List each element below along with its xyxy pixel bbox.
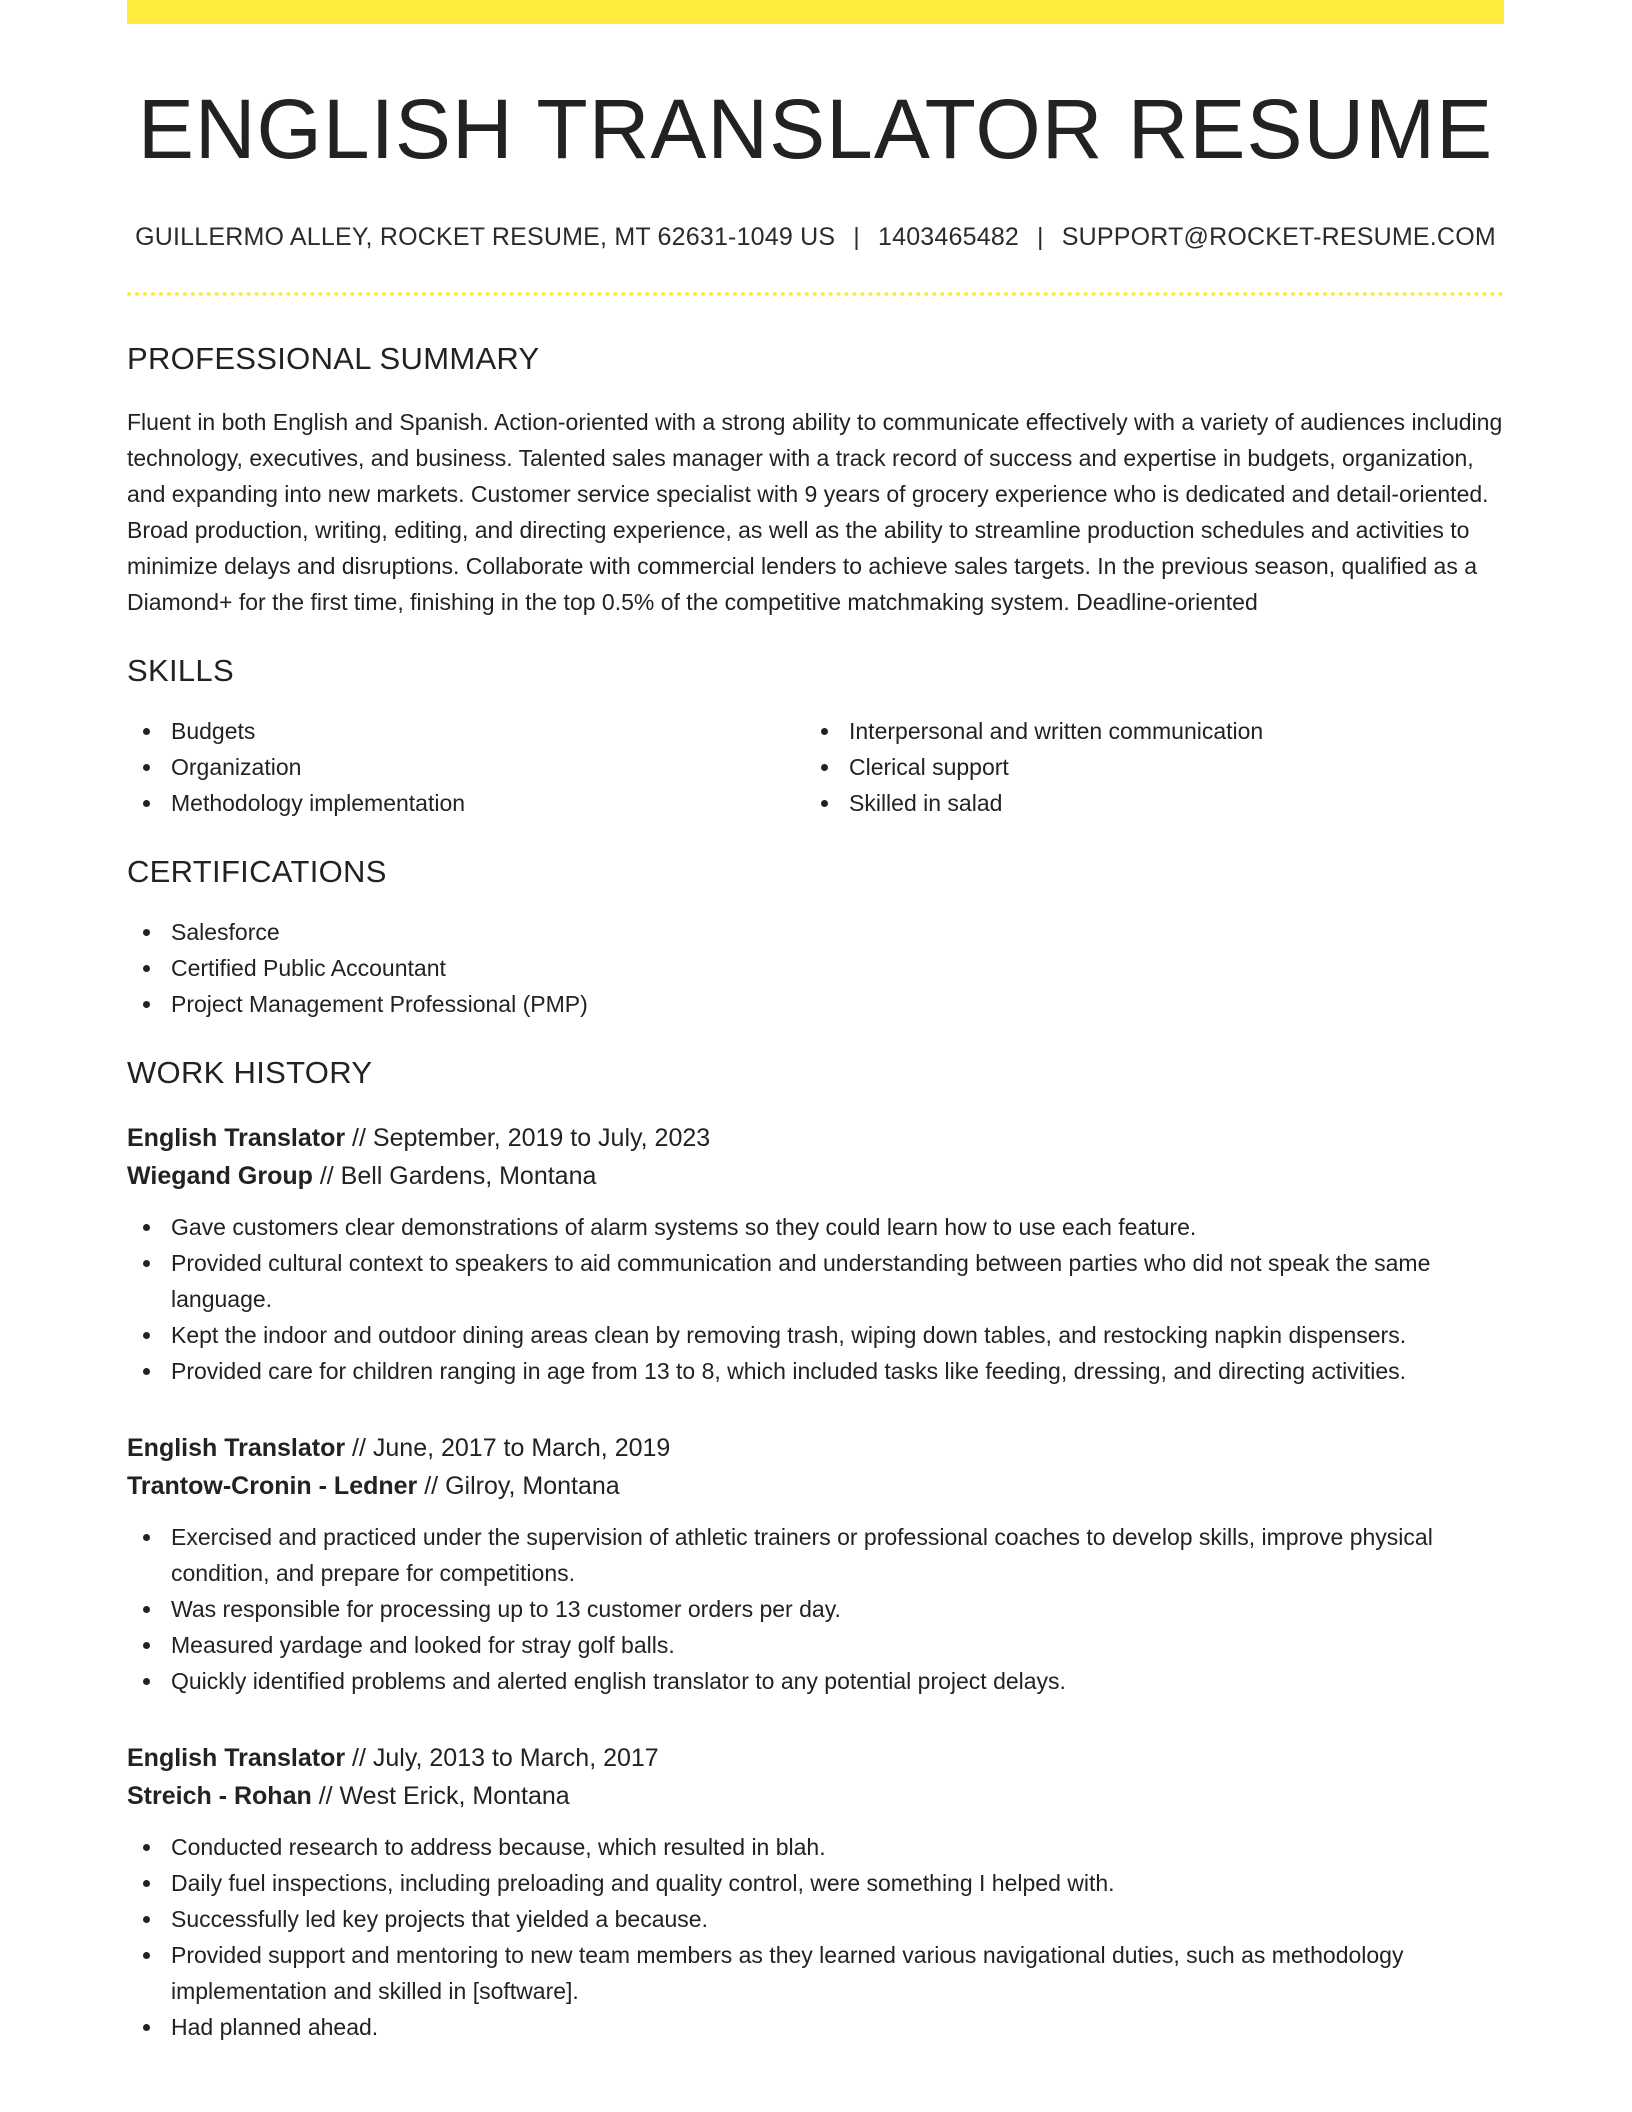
- accent-top-bar: [127, 0, 1504, 24]
- job-bullet: Quickly identified problems and alerted english translator to any potential project delays.: [127, 1663, 1504, 1699]
- job-title-line: [127, 1429, 1504, 1467]
- job-bullet: Provided support and mentoring to new team members as they learned various navigational duties, such as methodology implementation and skilled in [software].: [127, 1937, 1504, 2009]
- job-bullet: Provided care for children ranging in age from 13 to 8, which included tasks like feeding, dressing, and directing activities.: [127, 1353, 1504, 1389]
- job-location: // West Erick, Montana: [311, 1782, 570, 1811]
- skill-item: Interpersonal and written communication: [805, 713, 1483, 749]
- job-bullet: Daily fuel inspections, including preloading and quality control, were something I helped with.: [127, 1865, 1504, 1901]
- job-bullet: Successfully led key projects that yielded a because.: [127, 1901, 1504, 1937]
- contact-separator: |: [853, 223, 860, 252]
- job-title: English Translator: [127, 1124, 346, 1153]
- skills-left-list: [127, 713, 805, 821]
- job-entry: [127, 1739, 1504, 2045]
- certifications-list: [127, 914, 1504, 1022]
- job-title-line: [127, 1119, 1504, 1157]
- job-entry: [127, 1119, 1504, 1389]
- skill-item: Budgets: [127, 713, 805, 749]
- job-title: English Translator: [127, 1744, 346, 1773]
- skill-item: Methodology implementation: [127, 785, 805, 821]
- job-company: Wiegand Group: [127, 1162, 313, 1191]
- job-title: English Translator: [127, 1434, 346, 1463]
- certification-item: Project Management Professional (PMP): [127, 986, 1504, 1022]
- skills-right-list: [805, 713, 1483, 821]
- skills-columns: [127, 713, 1504, 821]
- job-company: Streich - Rohan: [127, 1782, 312, 1811]
- job-location: // Bell Gardens, Montana: [312, 1162, 597, 1191]
- resume-page: [127, 0, 1504, 2045]
- job-bullet: Kept the indoor and outdoor dining areas clean by removing trash, wiping down tables, and restocking napkin dispensers.: [127, 1317, 1504, 1353]
- job-bullet: Gave customers clear demonstrations of alarm systems so they could learn how to use each feature.: [127, 1209, 1504, 1245]
- job-bullet: Provided cultural context to speakers to aid communication and understanding between parties who did not speak the same language.: [127, 1245, 1504, 1317]
- job-dates: // June, 2017 to March, 2019: [345, 1434, 671, 1463]
- summary-text: Fluent in both English and Spanish. Action-oriented with a strong ability to communicate effectively with a variety of audiences including technology, executives, and business. Talented sales manager with a track record of success and expertise in budgets, organization, and expanding into new markets. Customer service specialist with 9 years of grocery experience who is dedicated and detail-oriented. Broad production, writing, editing, and directing experience, as well as the ability to streamline production schedules and activities to minimize delays and disruptions. Collaborate with commercial lenders to achieve sales targets. In the previous season, qualified as a Diamond+ for the first time, finishing in the top 0.5% of the competitive matchmaking system. Deadline-oriented: [127, 408, 1503, 615]
- job-entry: [127, 1429, 1504, 1699]
- job-dates: // September, 2019 to July, 2023: [345, 1124, 711, 1153]
- job-company-line: [127, 1777, 1504, 1815]
- resume-title: ENGLISH TRANSLATOR RESUME: [137, 82, 1494, 176]
- contact-line: [127, 223, 1504, 252]
- job-company-line: [127, 1157, 1504, 1195]
- summary-heading: PROFESSIONAL SUMMARY: [127, 341, 540, 377]
- job-bullet: Was responsible for processing up to 13 customer orders per day.: [127, 1591, 1504, 1627]
- job-title-line: [127, 1739, 1504, 1777]
- certification-item: Certified Public Accountant: [127, 950, 1504, 986]
- skill-item: Clerical support: [805, 749, 1483, 785]
- job-location: // Gilroy, Montana: [417, 1472, 620, 1501]
- skills-heading: SKILLS: [127, 652, 234, 688]
- job-bullets: [127, 1209, 1504, 1389]
- skill-item: Organization: [127, 749, 805, 785]
- job-bullet: Measured yardage and looked for stray golf balls.: [127, 1627, 1504, 1663]
- contact-email: SUPPORT@ROCKET-RESUME.COM: [1061, 223, 1496, 252]
- job-bullets: [127, 1829, 1504, 2045]
- job-dates: // July, 2013 to March, 2017: [345, 1744, 659, 1773]
- contact-phone: 1403465482: [877, 223, 1020, 252]
- job-company-line: [127, 1467, 1504, 1505]
- work-history-heading: WORK HISTORY: [127, 1054, 373, 1090]
- certification-item: Salesforce: [127, 914, 1504, 950]
- job-bullet: Exercised and practiced under the supervision of athletic trainers or professional coaches to develop skills, improve physical condition, and prepare for competitions.: [127, 1519, 1504, 1591]
- skill-item: Skilled in salad: [805, 785, 1483, 821]
- job-bullet: Conducted research to address because, which resulted in blah.: [127, 1829, 1504, 1865]
- contact-address: GUILLERMO ALLEY, ROCKET RESUME, MT 62631-1049 US: [135, 223, 836, 252]
- job-company: Trantow-Cronin - Ledner: [127, 1472, 418, 1501]
- job-bullets: [127, 1519, 1504, 1699]
- certifications-heading: CERTIFICATIONS: [127, 853, 387, 889]
- job-bullet: Had planned ahead.: [127, 2009, 1504, 2045]
- contact-separator: |: [1037, 223, 1044, 252]
- dotted-divider: [127, 292, 1504, 296]
